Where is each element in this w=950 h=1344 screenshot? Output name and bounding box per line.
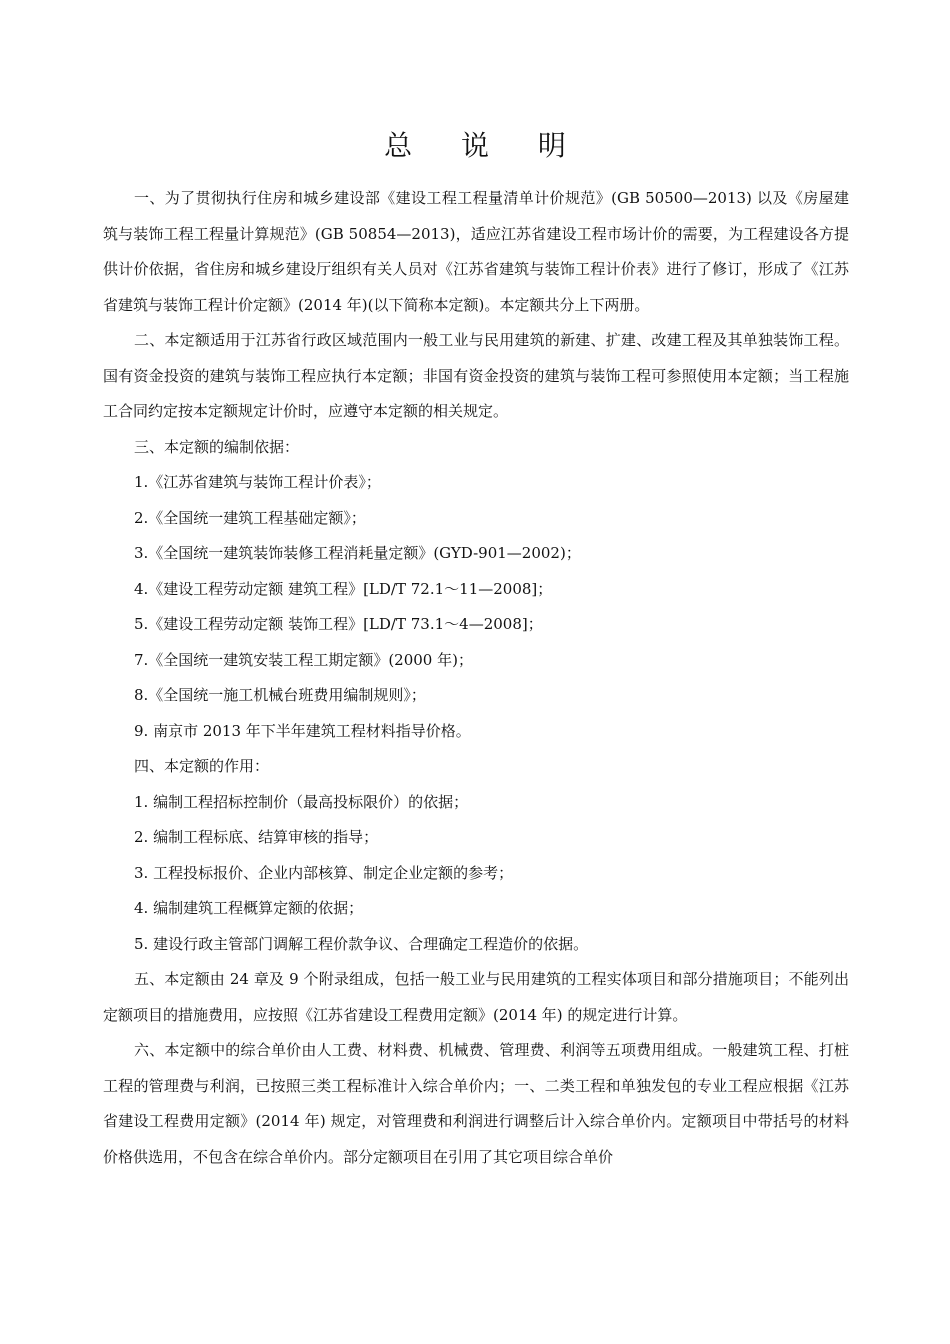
document-body (103, 181, 849, 1175)
list-item: 1. 编制工程招标控制价（最高投标限价）的依据； (134, 792, 469, 811)
list-item: 2.《全国统一建筑工程基础定额》； (134, 508, 366, 527)
list-item: 8.《全国统一施工机械台班费用编制规则》； (134, 686, 426, 704)
list-item: 5. 建设行政主管部门调解工程价款争议、合理确定工程造价的依据。 (134, 934, 589, 953)
paragraph-2: 二、本定额适用于江苏省行政区域范围内一般工业与民用建筑的新建、扩建、改建工程及其单独装饰工程。国有资金投资的建筑与装饰工程应执行本定额；非国有资金投资的建筑与装饰工程可参照使用本定额；当工程施工合同约定按本定额规定计价时，应遵守本定额的相关规定。 (103, 331, 849, 420)
section-heading-4: 四、本定额的作用： (134, 757, 270, 775)
list-item: 7.《全国统一建筑安装工程工期定额》(2000 年)； (134, 650, 473, 669)
list-item: 4.《建设工程劳动定额 建筑工程》[LD/T 72.1～11—2008]； (134, 579, 553, 598)
paragraph-6: 六、本定额中的综合单价由人工费、材料费、机械费、管理费、利润等五项费用组成。一般建筑工程、打桩工程的管理费与利润，已按照三类工程标准计入综合单价内；一、二类工程和单独发包的专业工程应根据《江苏省建设工程费用定额》(2014 年) 规定，对管理费和利润进行调整后计入综合单价内。定额项目中带括号的材料价格供选用，不包含在综合单价内。部分定额项目在引用了其它项目综合单价 (103, 1041, 849, 1166)
paragraph-1: 一、为了贯彻执行住房和城乡建设部《建设工程工程量清单计价规范》(GB 50500—2013) 以及《房屋建筑与装饰工程工程量计算规范》(GB 50854—2013)，适应江苏省建设工程市场计价的需要，为工程建设各方提供计价依据，省住房和城乡建设厅组织有关人员对《江苏省建筑与装饰工程计价表》进行了修订，形成了《江苏省建筑与装饰工程计价定额》(2014 年)(以下简称本定额)。本定额共分上下两册。 (103, 189, 849, 314)
list-item: 9. 南京市 2013 年下半年建筑工程材料指导价格。 (134, 721, 471, 740)
section-heading-3: 三、本定额的编制依据： (134, 437, 300, 456)
list-item: 5.《建设工程劳动定额 装饰工程》[LD/T 73.1～4—2008]； (134, 615, 543, 633)
list-item: 3. 工程投标报价、企业内部核算、制定企业定额的参考； (134, 863, 514, 882)
list-item: 4. 编制建筑工程概算定额的依据； (134, 899, 364, 917)
list-item: 1.《江苏省建筑与装饰工程计价表》； (134, 473, 381, 491)
paragraph-5: 五、本定额由 24 章及 9 个附录组成，包括一般工业与民用建筑的工程实体项目和部分措施项目；不能列出定额项目的措施费用，应按照《江苏省建设工程费用定额》(2014 年) 的规定进行计算。 (103, 970, 849, 1024)
page-title: 总 说 明 (384, 129, 586, 162)
list-item: 3.《全国统一建筑装饰装修工程消耗量定额》(GYD-901—2002)； (134, 544, 581, 562)
list-item: 2. 编制工程标底、结算审核的指导； (134, 828, 379, 846)
